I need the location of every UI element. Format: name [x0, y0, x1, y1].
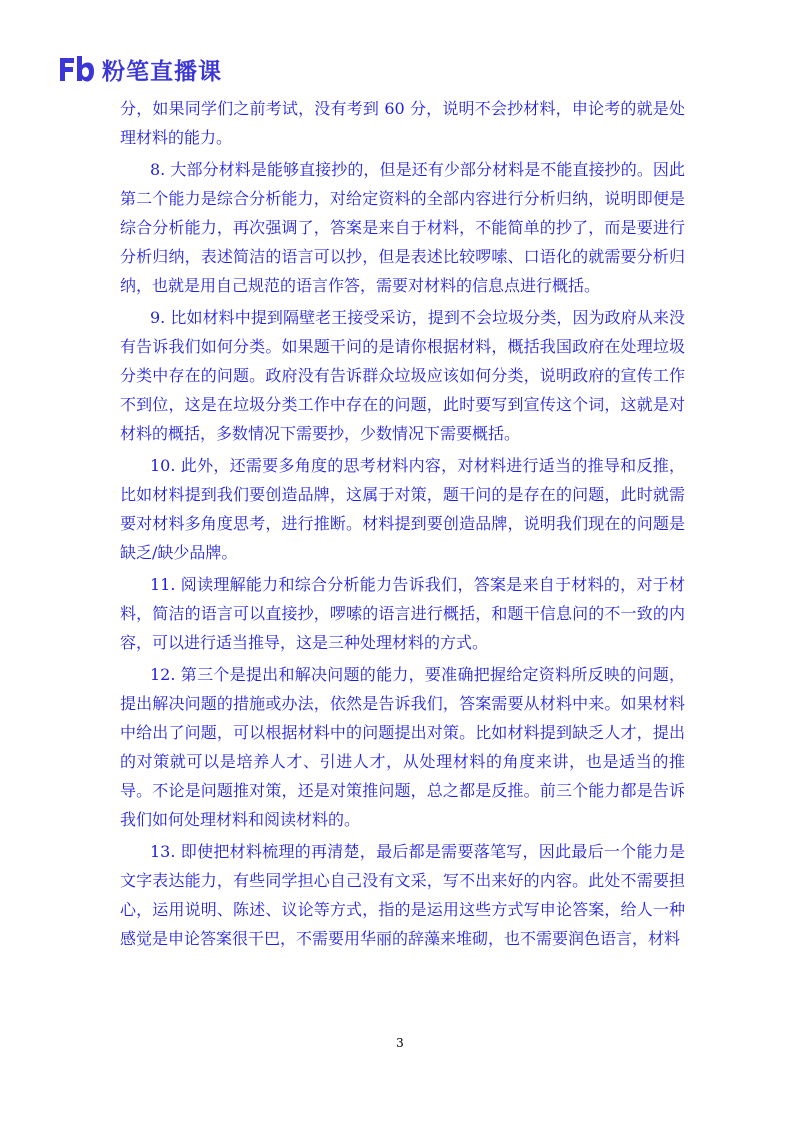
- page-number: 3: [396, 1036, 404, 1050]
- paragraph-11: 11. 阅读理解能力和综合分析能力告诉我们，答案是来自于材料的，对于材料，简洁的语言可以直接抄，啰嗦的语言进行概括，和题干信息问的不一致的内容，可以进行适当推导，这是三种处理材料的方式。: [120, 575, 685, 652]
- paragraph-13: 13. 即使把材料梳理的再清楚，最后都是需要落笔写，因此最后一个能力是文字表达能力，有些同学担心自己没有文采，写不出来好的内容。此处不需要担心，运用说明、陈述、议论等方式，指的是运用这些方式写申论答案，给人一种感觉是申论答案很干巴，不需要用华丽的辞藻来堆砌，也不需要润色语言，材料: [120, 842, 685, 948]
- paragraph-12: 12. 第三个是提出和解决问题的能力，要准确把握给定资料所反映的问题，提出解决问题的措施或办法，依然是告诉我们，答案需要从材料中来。如果材料中给出了问题，可以根据材料中的问题提出对策。比如材料提到缺乏人才，提出的对策就可以是培养人才、引进人才，从处理材料的角度来讲，也是适当的推导。不论是问题推对策，还是对策推问题，总之都是反推。前三个能力都是告诉我们如何处理材料和阅读材料的。: [120, 665, 685, 829]
- paragraph-9: 9. 比如材料中提到隔壁老王接受采访，提到不会垃圾分类，因为政府从来没有告诉我们如何分类。如果题干问的是请你根据材料，概括我国政府在处理垃圾分类中存在的问题。政府没有告诉群众垃圾应该如何分类，说明政府的宣传工作不到位，这是在垃圾分类工作中存在的问题，此时要写到宣传这个词，这就是对材料的概括，多数情况下需要抄，少数情况下需要概括。: [120, 308, 685, 443]
- fenbi-logo-icon: [58, 54, 94, 84]
- document-body: [120, 94, 685, 953]
- logo-text: 粉笔直播课: [102, 58, 222, 85]
- paragraph-8: 8. 大部分材料是能够直接抄的，但是还有少部分材料是不能直接抄的。因此第二个能力是综合分析能力，对给定资料的全部内容进行分析归纳，说明即便是综合分析能力，再次强调了，答案是来自于材料，不能简单的抄了，而是要进行分析归纳，表述简洁的语言可以抄，但是表述比较啰嗦、口语化的就需要分析归纳，也就是用自己规范的语言作答，需要对材料的信息点进行概括。: [120, 160, 685, 295]
- paragraph-10: 10. 此外，还需要多角度的思考材料内容，对材料进行适当的推导和反推，比如材料提到我们要创造品牌，这属于对策，题干问的是存在的问题，此时就需要对材料多角度思考，进行推断。材料提到要创造品牌，说明我们现在的问题是缺乏/缺少品牌。: [120, 456, 685, 562]
- header-logo: [58, 52, 222, 86]
- paragraph-continuation: 分，如果同学们之前考试，没有考到 60 分，说明不会抄材料，申论考的就是处理材料的能力。: [120, 99, 685, 147]
